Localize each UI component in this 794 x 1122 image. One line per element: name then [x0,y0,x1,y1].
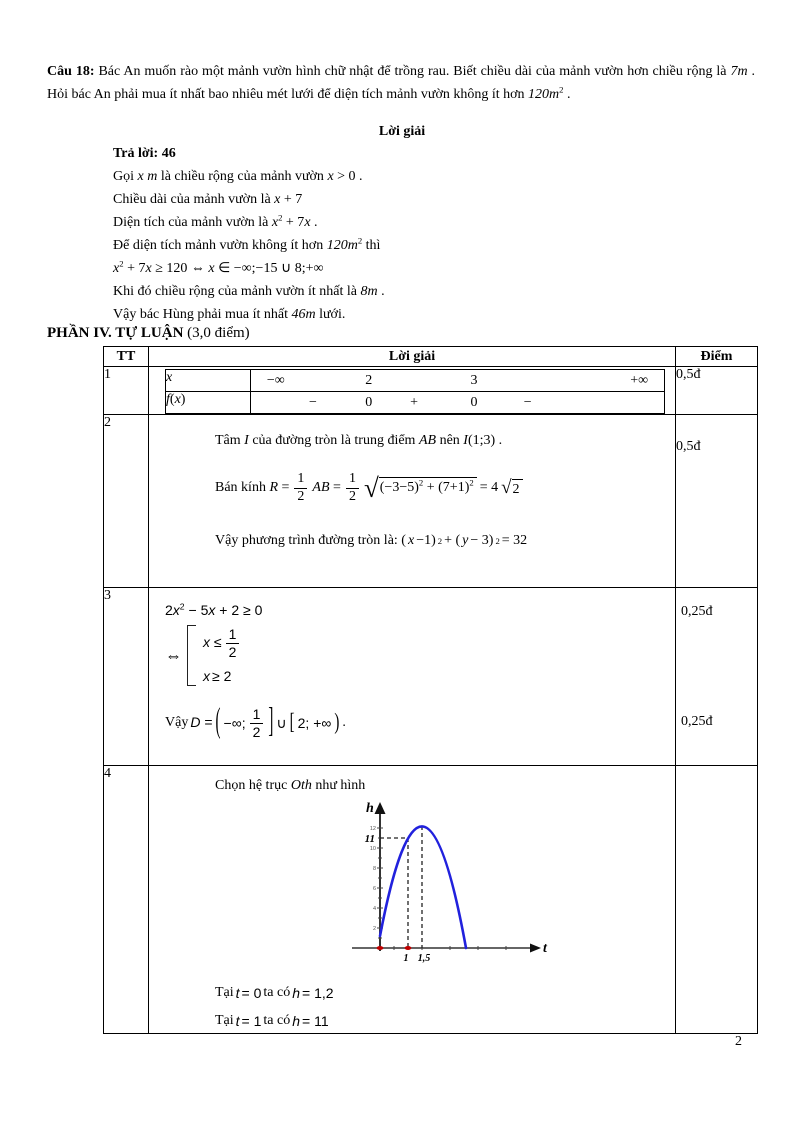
sign-x-value: 3 [470,372,478,388]
h11-label: 11 [364,833,375,845]
inequality-line: $x^2 + 7x \ge 120$ ⇔ x ∈ −∞;−15 ∪ 8;+∞ [113,258,324,276]
header-points: Điểm [676,347,758,367]
svg-text:4: 4 [372,906,376,912]
table-row-4 [104,766,758,1034]
sign-x-value: +∞ [630,372,649,388]
row3-solution-cell [149,588,676,766]
sign-table [165,369,665,414]
big-bracket [187,625,196,686]
open-paren: ( [215,703,221,741]
table-row-3 [104,588,758,766]
table-row-1 [104,367,758,415]
solution-table-wrap [103,346,758,1034]
solution-line: Để diện tích mảnh vườn không ít hơn $120m^2$ thì [113,235,381,253]
solution-line: Diện tích của mảnh vườn là $x^2 + 7x$ . [113,212,318,230]
radius-formula [215,463,675,513]
case-line: x ≤ $\frac{1}{2}$ [203,627,241,659]
t1-line: Tại t = 1 ta có h = 11 [215,1013,329,1029]
radius-mid: AB = [312,480,341,495]
sign-x-value: 2 [365,372,373,388]
row1-points: 0,5đ [676,367,758,415]
row3-points [676,588,758,766]
answer-line: Trả lời: 46 [113,146,176,161]
cases-block [165,625,675,686]
axes-choice-line: Chọn hệ trục Oth như hình [215,778,366,793]
trajectory-curve [380,826,466,948]
sign-fx-value: 0 [365,394,373,410]
sign-fx-value: 0 [470,394,478,410]
radius-result: = 4 [479,480,499,495]
center-line: Tâm I của đường tròn là trung điểm AB nên I(1;3) . [215,433,503,448]
square-root: √ $(-3-5)^2 + (7+1)^2$ [364,477,477,499]
row4-points [676,766,758,1034]
open-bracket: [ [289,710,295,735]
solution-line: Chiều dài của mảnh vườn là x + 7 [113,192,303,207]
header-tt: TT [104,347,149,367]
points-badge: 0,25đ [681,714,713,729]
trajectory-graph [347,798,587,968]
equivalence-arrow: ⇔ [165,645,182,665]
svg-text:12: 12 [369,826,376,832]
sign-x-label: x [166,370,251,392]
interval-right: 2; +∞ [297,715,332,732]
origin-dot [377,946,384,950]
t-axis-arrow [530,944,541,953]
sign-table-x-row [166,370,665,392]
svg-text:8: 8 [372,866,376,872]
dashed-guides [380,826,422,948]
page-number: 2 [735,1034,742,1049]
row1-solution-cell [149,367,676,415]
t1-label: 1 [403,953,409,964]
domain-line [165,699,675,747]
sign-fx-value: + [410,394,419,410]
solution-table [103,346,758,1034]
close-bracket: ] [268,703,274,741]
fraction: $\frac{1}{2}$ [346,472,359,504]
union-symbol: ∪ [276,714,287,731]
close-paren: ) [334,710,340,735]
sign-fx-values [251,392,665,414]
row2-number: 2 [104,415,149,588]
fraction: $\frac{1}{2}$ [294,472,307,504]
domain-label: Vậy [165,715,189,731]
sign-table-fx-row [166,392,665,414]
period: . [342,715,346,731]
t-axis-label: t [543,941,547,956]
solution-heading: Lời giải [378,124,426,139]
t15-label: 1,5 [417,953,431,964]
radius-prefix: Bán kính R = [215,480,290,495]
row1-number: 1 [104,367,149,415]
svg-text:2: 2 [372,926,376,932]
points-badge: 0,25đ [681,604,713,619]
section-title: PHẦN IV. TỰ LUẬN [47,325,184,341]
solution-line: Vậy bác Hùng phải mua ít nhất 46m lưới. [113,307,346,322]
section-heading [47,325,250,342]
solution-line: Gọi x m là chiều rộng của mảnh vườn x > 0 . [113,169,363,184]
square-root: √ 2 [501,479,522,498]
table-header-row [104,347,758,367]
solution-block [113,142,733,326]
circle-equation-line: Vậy phương trình đường tròn là: ( x −1) 2 + ( y − 3) 2 = 32 [215,533,528,548]
h-axis-label: h [366,801,374,816]
row2-points: 0,5đ [676,415,758,588]
t1-dot [405,946,412,950]
sign-x-value: −∞ [266,372,285,388]
sign-fx-label: f(x) [166,392,251,414]
inequality: $2x^2 - 5x + 2 \ge 0$ [165,601,263,618]
fraction: $\frac{1}{2}$ [250,707,264,739]
interval-left: −∞; [223,715,246,732]
section-points: (3,0 điểm) [183,325,250,341]
row4-solution-cell [149,766,676,1034]
domain-d: D = [190,714,213,731]
h-axis-arrow [375,802,386,814]
table-row-2 [104,415,758,588]
sign-x-values [251,370,665,392]
row2-solution-cell [149,415,676,588]
graph-wrap [347,798,675,973]
sign-fx-value: − [523,394,532,410]
row4-number: 4 [104,766,149,1034]
row3-number: 3 [104,588,149,766]
fraction: $\frac{1}{2}$ [226,627,240,659]
t0-line: Tại t = 0 ta có h = 1,2 [215,985,334,1001]
svg-text:10: 10 [369,846,376,852]
solution-line: Khi đó chiều rộng của mảnh vườn ít nhất là 8m . [113,284,385,299]
case-line: x ≥ 2 [203,668,232,685]
question-paragraph: Câu 18: Bác An muốn rào một mảnh vườn hình chữ nhật để trồng rau. Biết chiều dài của mảnh vườn hơn chiều rộng là 7m . Hỏi bác An phải mua ít nhất bao nhiêu mét lưới để diện tích mảnh vườn không ít hơn $120m^2$ . [47,64,755,102]
sign-fx-value: − [308,394,317,410]
svg-text:6: 6 [372,886,376,892]
header-solution: Lời giải [149,347,676,367]
